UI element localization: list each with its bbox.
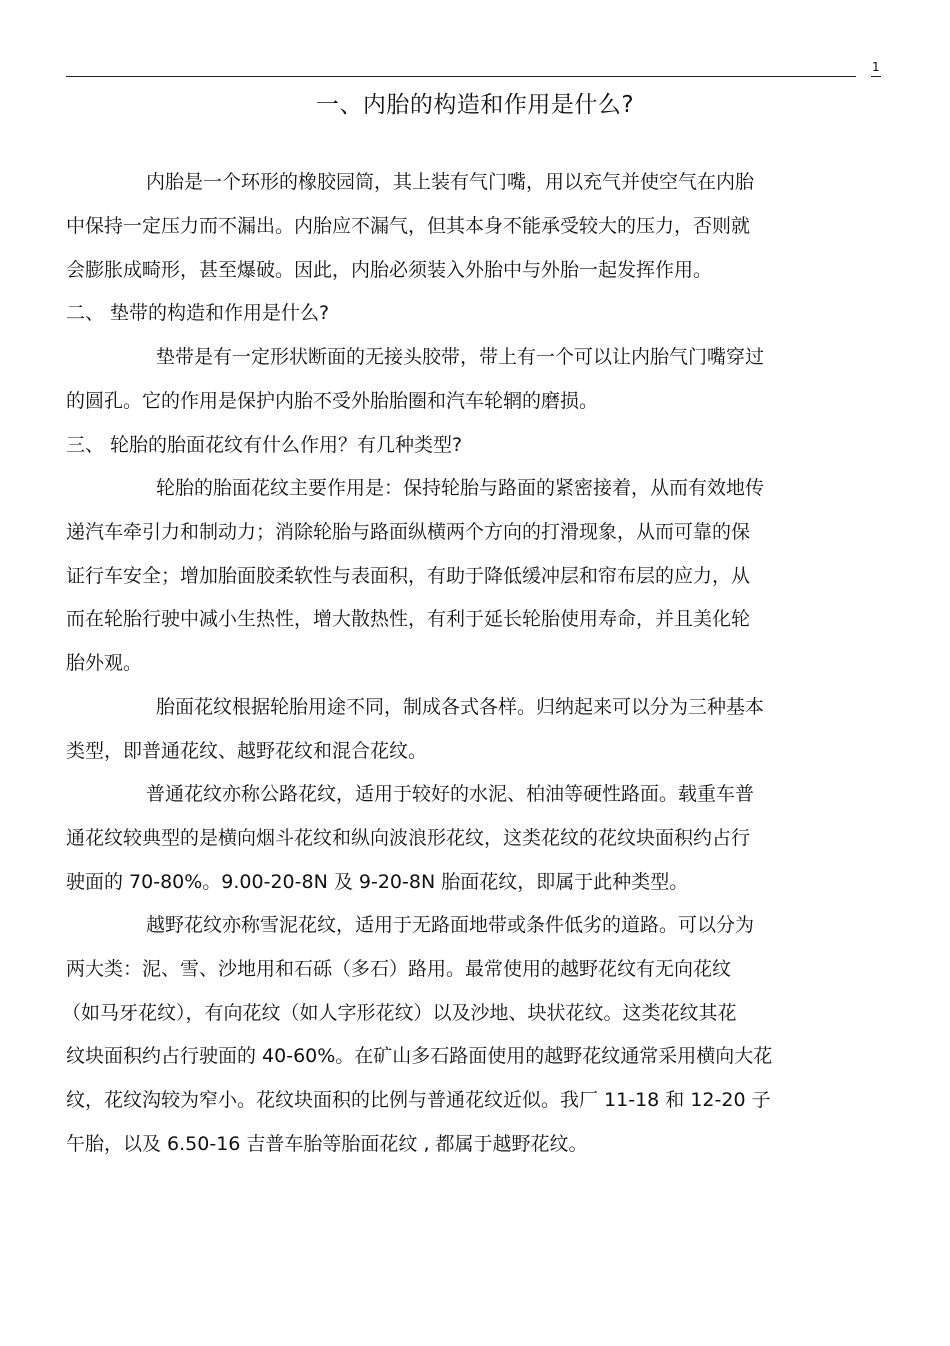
text-line: 驶面的 70-80%。9.00-20-8N 及 9-20-8N 胎面花纹，即属于此种类型。 [66, 871, 689, 893]
text-line: 垫带是有一定形状断面的无接头胶带，带上有一个可以让内胎气门嘴穿过 [156, 346, 765, 368]
text-line: 轮胎的胎面花纹主要作用是：保持轮胎与路面的紧密接着，从而有效地传 [156, 477, 765, 499]
text-line: 的圆孔。它的作用是保护内胎不受外胎胎圈和汽车轮辋的磨损。 [66, 390, 599, 412]
text-line: 内胎是一个环形的橡胶园筒，其上装有气门嘴，用以充气并使空气在内胎 [146, 171, 755, 193]
section-heading: 二、 垫带的构造和作用是什么? [66, 302, 330, 324]
text-line: 类型，即普通花纹、越野花纹和混合花纹。 [66, 740, 428, 762]
text-line: 会膨胀成畸形，甚至爆破。因此，内胎必须装入外胎中与外胎一起发挥作用。 [66, 259, 713, 281]
header-rule [66, 76, 856, 77]
text-line: 递汽车牵引力和制动力；消除轮胎与路面纵横两个方向的打滑现象，从而可靠的保 [66, 521, 751, 543]
page-number-rule [871, 76, 881, 77]
text-line: 胎外观。 [66, 652, 143, 674]
text-line: 中保持一定压力而不漏出。内胎应不漏气，但其本身不能承受较大的压力，否则就 [66, 215, 751, 237]
text-line: 证行车安全；增加胎面胶柔软性与表面积，有助于降低缓冲层和帘布层的应力，从 [66, 565, 751, 587]
text-line: 纹块面积约占行驶面的 40-60%。在矿山多石路面使用的越野花纹通常采用横向大花 [66, 1045, 773, 1067]
text-line: 越野花纹亦称雪泥花纹，适用于无路面地带或条件低劣的道路。可以分为 [146, 914, 755, 936]
text-line: 纹，花纹沟较为窄小。花纹块面积的比例与普通花纹近似。我厂 11-18 和 12-20 子 [66, 1089, 771, 1111]
text-line: 午胎，以及 6.50-16 吉普车胎等胎面花纹 , 都属于越野花纹。 [66, 1133, 588, 1155]
text-line: （如马牙花纹），有向花纹（如人字形花纹）以及沙地、块状花纹。这类花纹其花 [62, 1002, 737, 1024]
text-line: 两大类：泥、雪、沙地用和石砾（多石）路用。最常使用的越野花纹有无向花纹 [66, 958, 732, 980]
text-line: 胎面花纹根据轮胎用途不同，制成各式各样。归纳起来可以分为三种基本 [156, 696, 765, 718]
text-line: 通花纹较典型的是横向烟斗花纹和纵向波浪形花纹，这类花纹的花纹块面积约占行 [66, 827, 751, 849]
page-number: 1 [872, 60, 880, 74]
page-title: 一、内胎的构造和作用是什么? [315, 92, 635, 118]
text-line: 普通花纹亦称公路花纹，适用于较好的水泥、柏油等硬性路面。载重车普 [146, 783, 755, 805]
text-line: 而在轮胎行驶中减小生热性，增大散热性，有利于延长轮胎使用寿命，并且美化轮 [66, 608, 751, 630]
section-heading: 三、 轮胎的胎面花纹有什么作用？有几种类型? [66, 434, 463, 456]
